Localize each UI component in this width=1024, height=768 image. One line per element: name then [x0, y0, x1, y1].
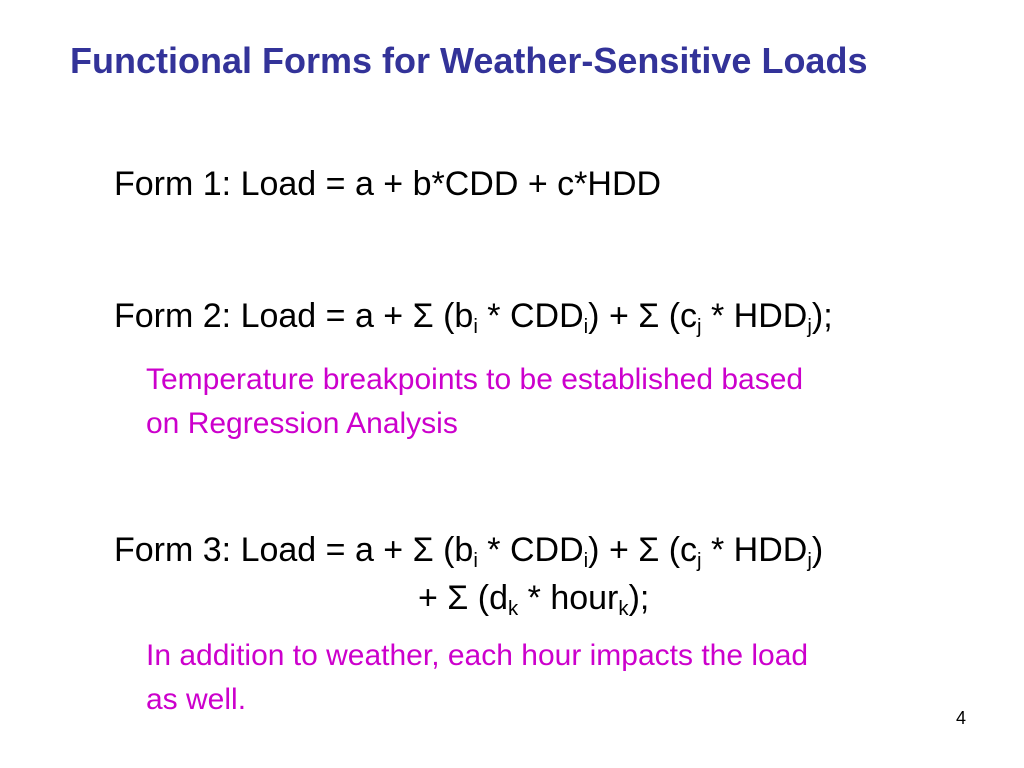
form-3-equation [114, 530, 823, 571]
form-3-mid-1: * CDD [477, 531, 584, 569]
form-2-suffix: ); [811, 297, 833, 335]
form-3-sub-cdd: i [583, 550, 589, 572]
form-3-sub-hdd: j [807, 550, 812, 572]
page-number: 4 [955, 708, 966, 728]
form-2-sub-b: i [473, 316, 478, 338]
form-3-mid-3: * HDD [701, 531, 808, 569]
form-2-note-line-2: on Regression Analysis [146, 407, 458, 440]
form-2-equation [114, 296, 833, 337]
form-3-note-line-2: as well. [146, 683, 247, 716]
form-3-note-line-1: In addition to weather, each hour impacts the load [146, 639, 809, 672]
form-2-note [146, 358, 986, 446]
slide-title: Functional Forms for Weather-Sensitive Loads [70, 40, 868, 81]
form-3-line-2-mid: * hour [518, 579, 619, 617]
form-3-suffix: ) [811, 531, 824, 569]
form-3-line-2-prefix: + Σ (d [418, 579, 508, 617]
form-2-mid-1: * CDD [477, 297, 584, 335]
form-2-mid-3: * HDD [701, 297, 808, 335]
form-3-sub-hour: k [618, 598, 629, 620]
form-3-sub-c: j [697, 550, 702, 572]
form-3-sub-d: k [508, 598, 519, 620]
form-2-sub-c: j [697, 316, 702, 338]
form-2-sub-cdd: i [583, 316, 589, 338]
form-3-prefix: Form 3: Load = a + Σ (b [114, 531, 474, 569]
form-3-equation-line-2 [418, 578, 649, 619]
form-2-sub-hdd: j [807, 316, 812, 338]
form-3-sub-b: i [473, 550, 478, 572]
form-3-note [146, 634, 986, 722]
form-2-mid-2: ) + Σ (c [588, 297, 698, 335]
form-3-line-2-suffix: ); [628, 579, 650, 617]
form-1-equation: Form 1: Load = a + b*CDD + c*HDD [114, 165, 662, 203]
form-2-note-line-1: Temperature breakpoints to be established based [146, 363, 804, 396]
form-2-prefix: Form 2: Load = a + Σ (b [114, 297, 474, 335]
form-3-mid-2: ) + Σ (c [588, 531, 698, 569]
